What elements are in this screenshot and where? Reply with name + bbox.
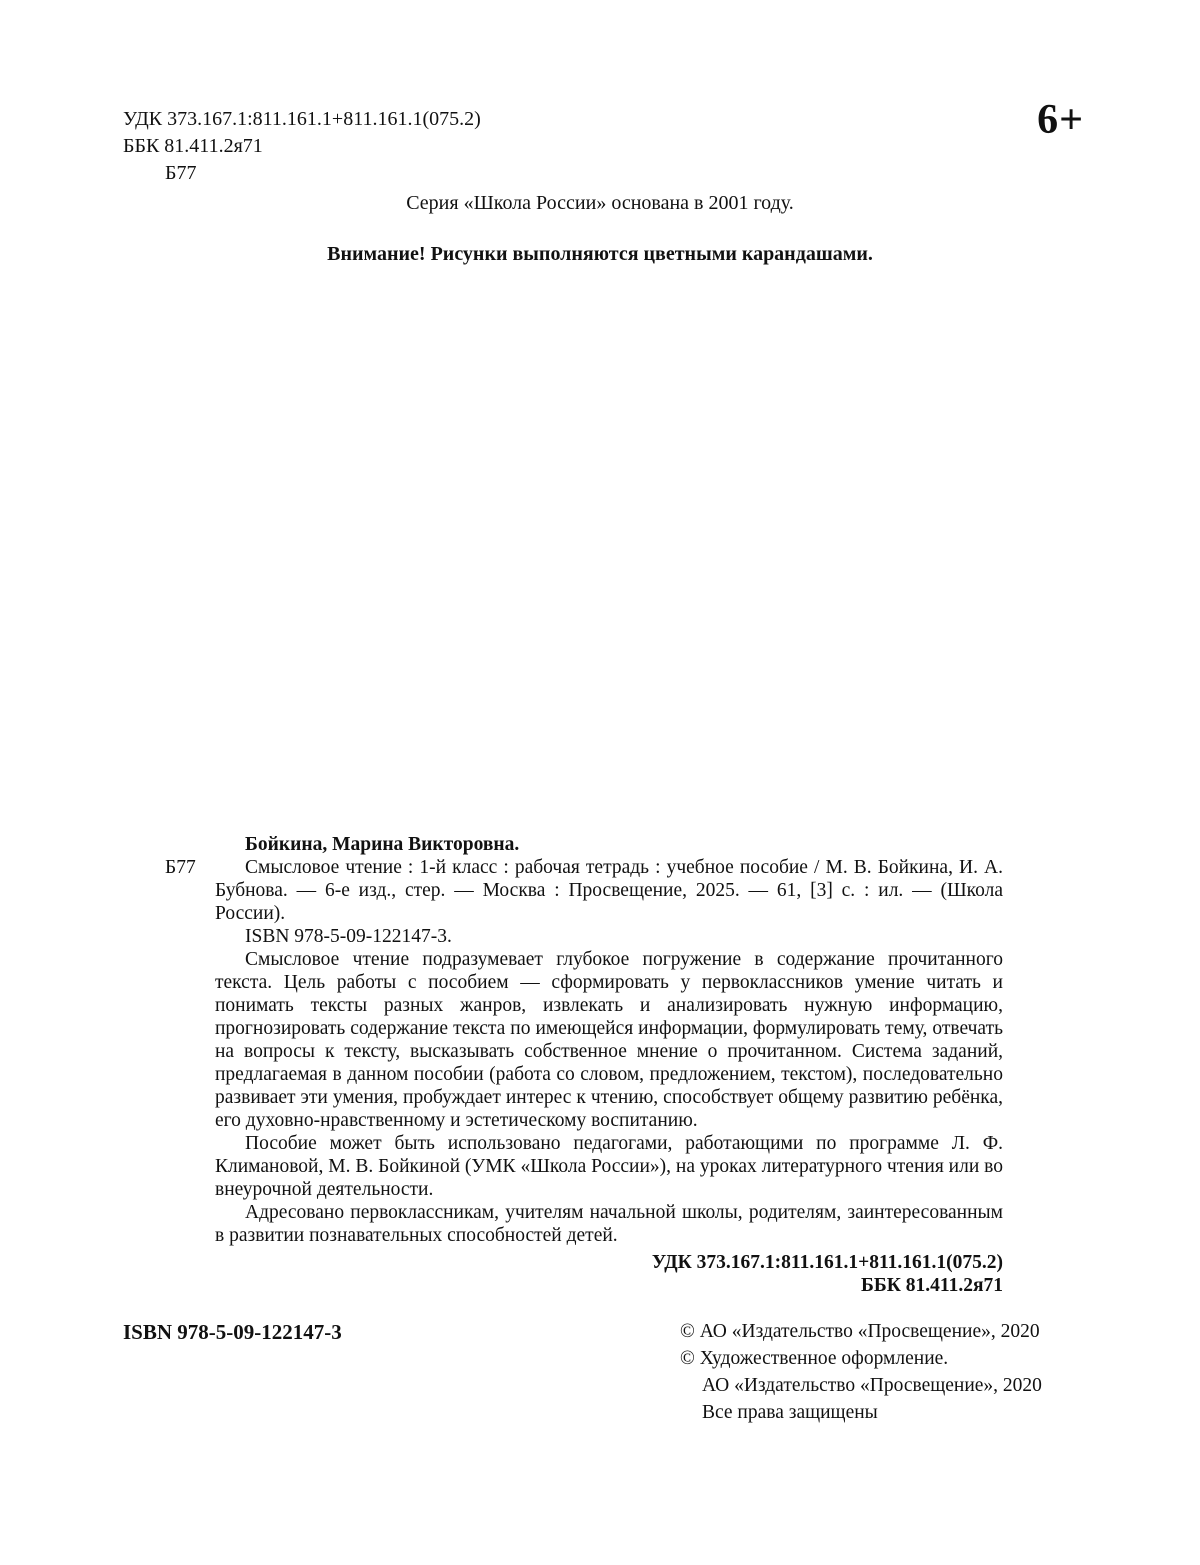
copyright-line-design-publisher: АО «Издательство «Просвещение», 2020 (702, 1375, 1042, 1396)
isbn-inline: ISBN 978-5-09-122147-3. (245, 926, 452, 947)
age-rating-badge: 6+ (1037, 97, 1084, 143)
udk-bottom: УДК 373.167.1:811.161.1+811.161.1(075.2) (651, 1252, 1003, 1273)
book-code-top: Б77 (165, 162, 197, 184)
bottom-codes-block (215, 1251, 1003, 1297)
top-codes-block (123, 106, 481, 187)
bibliographic-record: Смысловое чтение : 1-й класс : рабочая тетрадь : учебное пособие / М. В. Бойкина, И. А. Бубнова. — 6-е изд., стер. — Москва : Просвещение, 2025. — 61, [3] с. : ил. — (Школа России). (215, 857, 1003, 924)
annotation-paragraph-1: Смысловое чтение подразумевает глубокое погружение в содержание прочитанного текста. Цель работы с пособием — сформировать у первоклассников умение читать и понимать тексты разных жанров, извлекать и анализировать нужную информацию, прогнозировать содержание текста по имеющейся информации, формулировать тему, отвечать на вопросы к тексту, высказывать собственное мнение о прочитанном. Система заданий, предлагаемая в данном пособии (работа со словом, предложением, текстом), последовательно развивает эти умения, пробуждает интерес к чтению, способствует общему развитию ребёнка, его духовно-нравственному и эстетическому воспитанию. (215, 949, 1003, 1131)
annotation-paragraph-3: Адресовано первоклассникам, учителям начальной школы, родителям, заинтересованным в развитии познавательных способностей детей. (215, 1202, 1003, 1246)
annotation-paragraph-2: Пособие может быть использовано педагогами, работающими по программе Л. Ф. Климановой, М. В. Бойкиной (УМК «Школа России»), на уроках литературного чтения или во внеурочной деятельности. (215, 1133, 1003, 1200)
bibliographic-row (165, 856, 1003, 925)
isbn-bottom: ISBN 978-5-09-122147-3 (123, 1320, 342, 1344)
author-heading: Бойкина, Марина Викторовна. (245, 834, 520, 855)
series-line: Серия «Школа России» основана в 2001 году. (406, 192, 794, 214)
book-code-margin: Б77 (165, 857, 196, 878)
udk-top: УДК 373.167.1:811.161.1+811.161.1(075.2) (123, 108, 481, 130)
bbk-top: ББК 81.411.2я71 (123, 135, 263, 157)
bbk-bottom: ББК 81.411.2я71 (860, 1275, 1003, 1296)
catalog-card-block (165, 833, 1003, 1297)
copyright-line-design: © Художественное оформление. (680, 1348, 949, 1369)
attention-line: Внимание! Рисунки выполняются цветными карандашами. (327, 243, 873, 265)
copyright-block (680, 1318, 1042, 1426)
copyright-line-rights: Все права защищены (702, 1402, 878, 1423)
copyright-line-publisher: © АО «Издательство «Просвещение», 2020 (680, 1321, 1040, 1342)
